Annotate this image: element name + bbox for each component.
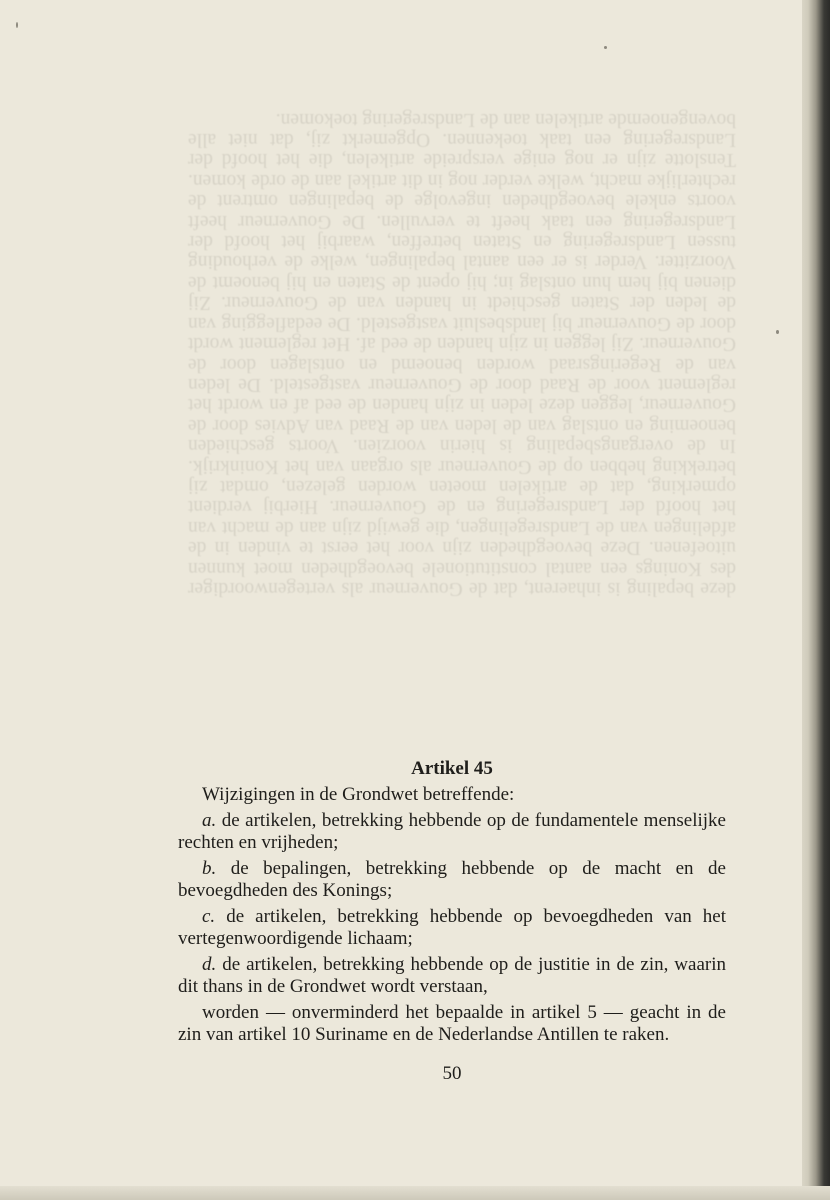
article-item-b [178,858,726,902]
item-text: de artikelen, betrekking hebbende op bevoegdheden van het vertegenwoordigende lichaam; [178,906,726,949]
article-item-c [178,906,726,950]
item-text: de artikelen, betrekking hebbende op de justitie in de zin, waarin dit thans in de Grondwet wordt verstaan, [178,954,726,997]
item-text: de artikelen, betrekking hebbende op de fundamentele menselijke rechten en vrijheden; [178,810,726,853]
item-label: d. [202,954,217,975]
paper-speck [16,22,18,28]
bleed-through-texture: deze bepaling is inhaerent, dat de Gouverneur als vertegenwoordiger des Konings een aantal constitutionele bevoegdheden moet kunnen uitoefenen. Deze bevoegdheden zijn voor het eerst te vinden in de afdelingen van de Landsregelingen, die gewijd zijn aan de macht van het hoofd der Landsregering en de Gouverneur. Hierbij verdient opmerking, dat de artikelen moeten worden gelezen, omdat zij betrekking hebben op de Gouverneur als orgaan van het Koninkrijk. In de overgangsbepaling is hierin voorzien. Voorts geschieden benoeming en ontslag van de leden van de Raad van Advies door de Gouverneur, leggen deze leden in zijn handen de eed af en wordt het reglement voor de Raad door de Gouverneur vastgesteld. De leden van de Regeringsraad worden benoemd en ontslagen door de Gouverneur. Zij leggen in zijn handen de eed af. Het reglement wordt door de Gouverneur bij landsbesluit vastgesteld. De eedaflegging van de leden der Staten geschiedt in handen van de Gouverneur. Zij dienen bij hem hun ontslag in; hij opent de Staten en hij benoemt de Voorzitter. Verder is er een aantal bepalingen, welke de verhouding tussen Landsregering en Staten betreffen, waarbij het hoofd der Landsregering een taak heeft te vervullen. De Gouverneur heeft voorts enkele bevoegdheden ingevolge de bepalingen omtrent de rechterlijke macht, welke verder nog in dit artikel aan de orde komen. Tenslotte zijn er nog enige verspreide artikelen, die het hoofd der Landsregering een taak toekennen. Opgemerkt zij, dat niet alle bovengenoemde artikelen aan de Landsregering toekomen. [188,108,736,599]
item-text: de bepalingen, betrekking hebbende op de macht en de bevoegdheden des Konings; [178,858,726,901]
article-item-a [178,810,726,854]
page-bottom-edge [0,1186,830,1200]
article-intro: Wijzigingen in de Grondwet betreffende: [202,784,515,805]
page-edge-shadow [802,0,830,1200]
paper-speck [776,330,779,334]
article-item-d [178,954,726,998]
item-label: c. [202,906,216,927]
item-label: b. [202,858,217,879]
article-body [178,758,726,1050]
article-heading: Artikel 45 [411,758,493,779]
paper-speck [604,46,607,49]
page-number: 50 [442,1063,462,1084]
article-closing: worden — onverminderd het bepaalde in artikel 5 — geacht in de zin van artikel 10 Suriname en de Nederlandse Antillen te raken. [178,1002,726,1045]
item-label: a. [202,810,217,831]
